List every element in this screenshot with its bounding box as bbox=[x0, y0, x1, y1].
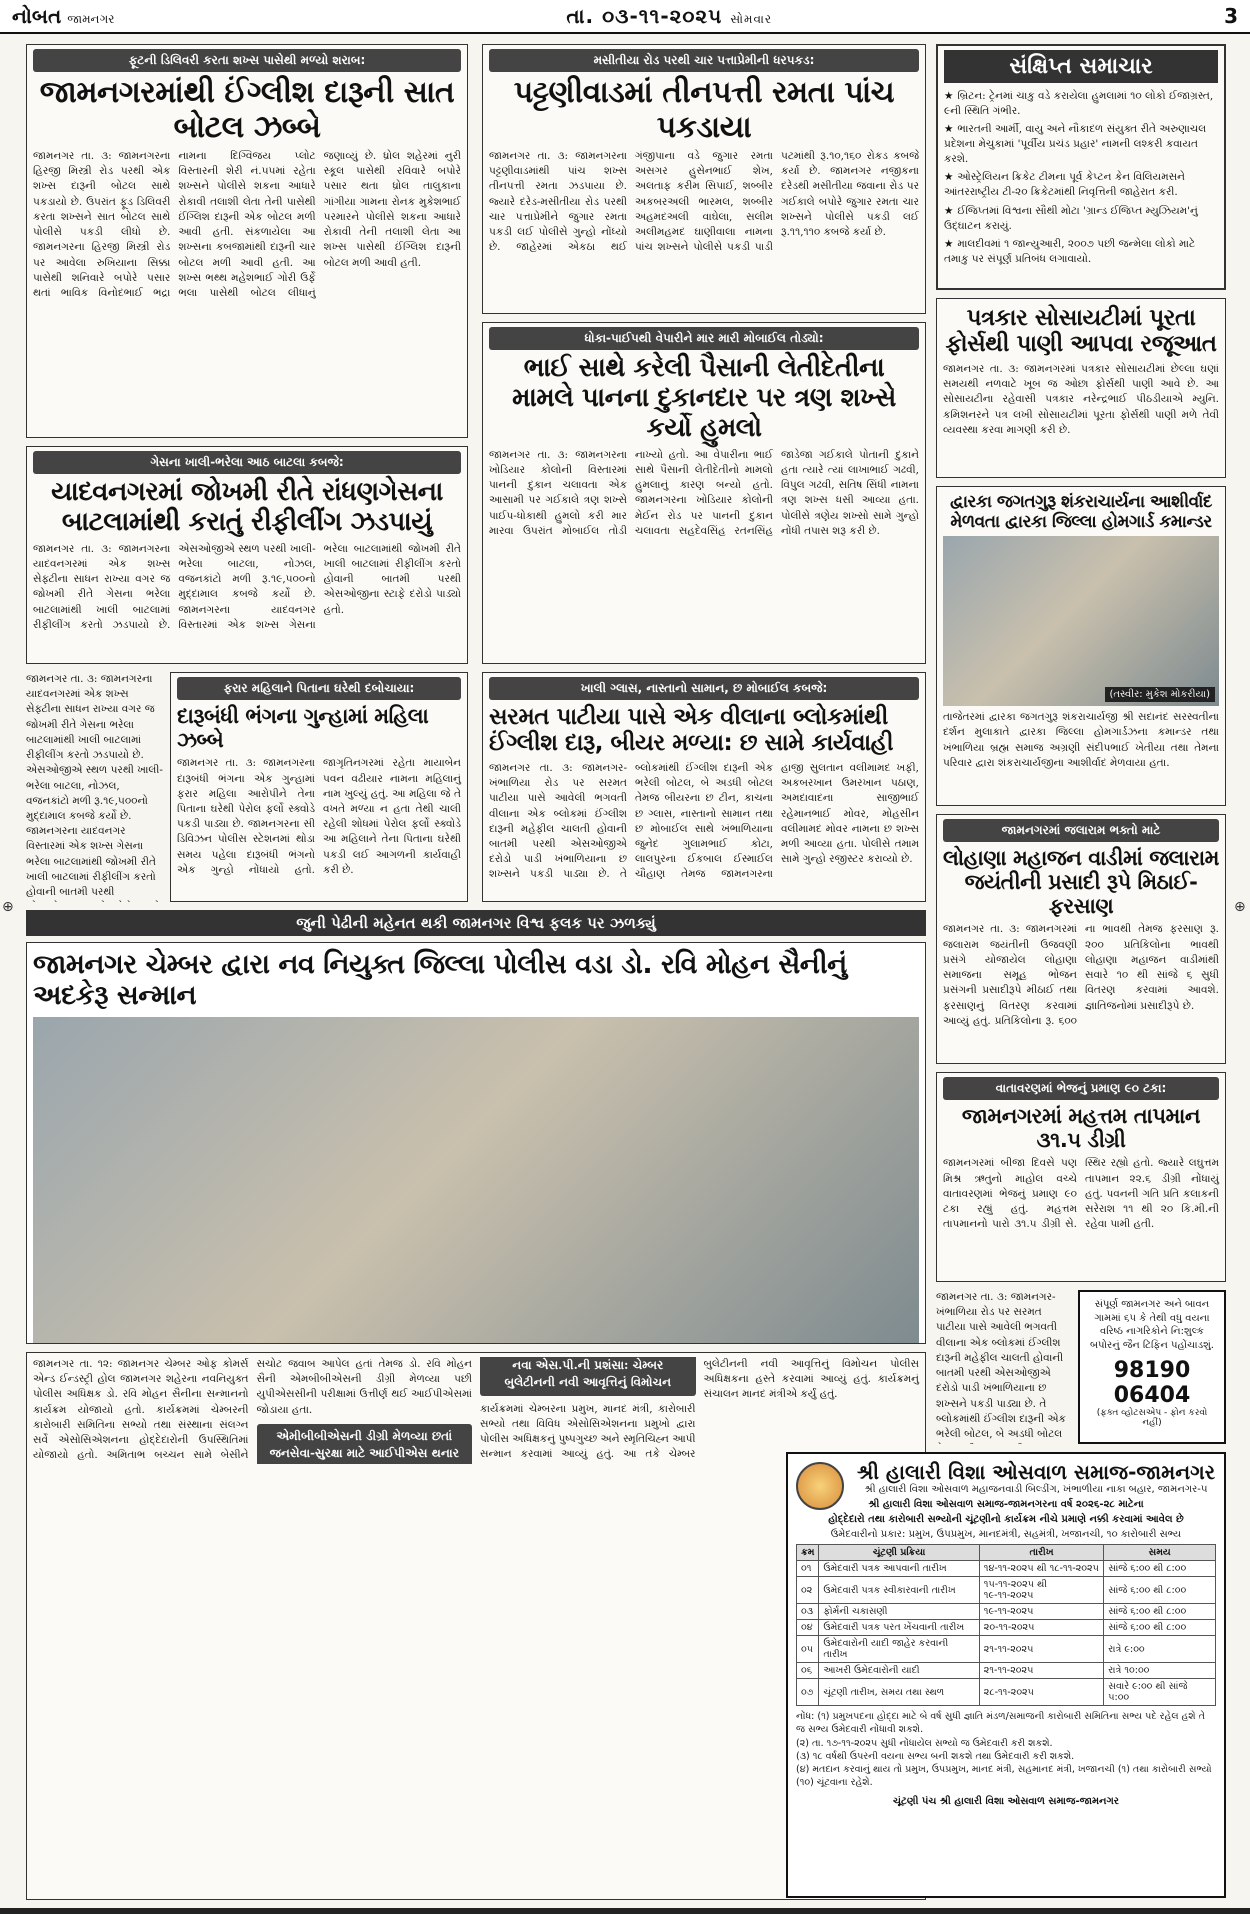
table-cell: ચૂંટણી તારીખ, સમય તથા સ્થળ bbox=[819, 1679, 979, 1706]
notice-subtitle: શ્રી હાલારી વિશા ઓસવાળ સમાજ-જામનગરના વર્ષ ૨૦૨૬-૨૮ માટેના bbox=[868, 1499, 1144, 1510]
table-cell: ઉમેદવારી પત્રક સ્વીકારવાની તારીખ bbox=[819, 1577, 979, 1604]
story-headline: જામનગરમાંથી ઈંગ્લીશ દારૂની સાત બોટલ ઝબ્બે bbox=[39, 75, 455, 145]
shankaracharya-photo bbox=[943, 536, 1219, 706]
table-row bbox=[797, 1577, 1216, 1604]
table-cell: ૦૫ bbox=[797, 1636, 819, 1663]
table-header-cell: સમય bbox=[1104, 1545, 1216, 1561]
samaj-emblem-icon bbox=[796, 1462, 844, 1510]
story-jalaram-prasad bbox=[936, 814, 1226, 1064]
ad-line: સંપૂર્ણ જામનગર અને બાવન bbox=[1094, 1299, 1210, 1310]
story-sub-strap: એમીબીબીએસની ડીગ્રી મેળવ્યા છતાં જનસેવા-સુરક્ષા માટે આઈપીએસ થનાર નવા એસ.પી.ની પ્રશંસા: ચેમ્બર બુલેટીનની નવી આવૃત્તિનું વિમોચન bbox=[257, 1357, 696, 1464]
story-strap: જામનગરમાં જલારામ ભક્તો માટે bbox=[943, 819, 1219, 842]
notice-notes bbox=[796, 1710, 1216, 1790]
story-gas-refilling bbox=[26, 446, 468, 664]
story-banner-strip: જુની પેઢીની મહેનત થકી જામનગર વિશ્વ ફલક પર ઝળક્યું bbox=[26, 910, 926, 936]
masthead bbox=[0, 0, 1250, 34]
story-tinpatti-five-caught bbox=[482, 44, 926, 314]
table-cell: ૦૧ bbox=[797, 1561, 819, 1577]
table-cell: ૧૯-૧૧-૨૦૨૫ bbox=[979, 1604, 1103, 1620]
summary-item: ★ માલદીવમાં ૧ જાન્યુઆરી, ૨૦૦૭ પછી જન્મેલા લોકો માટે તમાકુ પર સંપૂર્ણ પ્રતિબંધ લગાવાયો. bbox=[944, 237, 1218, 266]
table-cell: ઉમેદવારોની યાદી જાહેર કરવાની તારીખ bbox=[819, 1636, 979, 1663]
table-cell: ૦૪ bbox=[797, 1620, 819, 1636]
summary-item: ★ બ્રિટન: ટ્રેનમાં ચાકુ વડે કરાયેલા હુમલામાં ૧૦ લોકો ઈજાગ્રસ્ત, ૯ની સ્થિતિ ગંભીર. bbox=[944, 89, 1218, 118]
ad-phone: 98190 06404 bbox=[1113, 1358, 1191, 1408]
story-body: જામનગર તા. ૩: જામનગરના હિરજી મિસ્ત્રી રોડ પરથી એક શખ્સ દારૂની બોટલ સાથે પકડાયો છે. ઉપરાંત ફૂડ ડિલિવરી કરતા શખ્સને સાત બોટલ સાથે પોલીસે પકડી લીધો છે. જામનગરના હિરજી મિસ્ત્રી રોડ પર આવેલા રુખિયાના સિક્કા પાસેથી શનિવારે બપોરે પસાર થતાં ભાવિક વિનોદભાઈ ભદ્રા નામના દિગ્વિજય પ્લોટ વિસ્તારની શેરી નં.૫૫માં રહેતા શખ્સને પોલીસે શકના આધારે રોકાવી તલાશી લેતા તેની પાસેથી ઈંગ્લિશ દારૂની એક બોટલ મળી આવી હતી. સંકળાયેલા આ શખ્સના કબજામાંથી દારૂની ચાર બોટલ મળી આવી હતી. આ શખ્સ ભથ્થ મહેશભાઈ ગોરી ઉર્ફે ભલા પાસેથી બોટલ લીધાનું જણાવ્યું છે. ધ્રોલ શહેરમાં નુરી સ્કૂલ પાસેથી રવિવારે બપોરે પસાર થતા ધ્રોલ તાલુકાના ગાંગીયા ગામના રોનક મુકેશભાઈ પરમારને પોલીસે શકના આધારે રોકાવી તેની તલાશી લેતા આ શખ્સ પાસેથી ઈંગ્લિશ દારૂની બોટલ મળી આવી હતી. bbox=[33, 150, 461, 299]
notice-note: (૨) તા. ૧૭-૧૧-૨૦૨૫ સુધી નોંધાયેલ સભ્યો જ ઉમેદવારી કરી શકશે. bbox=[796, 1737, 1053, 1749]
story-body: જામનગર તા. ૩: જામનગરના યાદવનગરમાં એક શખ્સ સેફ્ટીના સાધન રાખ્યા વગર જ જોખમી રીતે ગેસના ભરેલા બાટલામાંથી ખાલી બાટલામાં રીફીલીંગ કરતો ઝડપાયો છે. એસઓજીએ સ્થળ પરથી ખાલી-ભરેલા બાટલા, નોઝલ, વજનકાંટો મળી રૂ.૧૯,૫૦૦નો મુદ્દામાલ કબજે કર્યો છે. જામનગરના યાદવનગર વિસ્તારમાં એક શખ્સ ગેસના ભરેલા બાટલામાંથી જોખમી રીતે ખાલી બાટલામાં રીફીલીંગ કરતો હોવાની બાતમી પરથી એસઓજીના સ્ટાફે દરોડો પાડ્યો હતો. bbox=[33, 542, 461, 631]
newspaper-logo bbox=[12, 4, 114, 28]
table-cell: ૦૬ bbox=[797, 1663, 819, 1679]
table-row bbox=[797, 1561, 1216, 1577]
story-strap: વાતાવરણમાં ભેજનું પ્રમાણ ૯૦ ટકા: bbox=[943, 1077, 1219, 1100]
story-strap: ફૂટની ડિલિવરી કરતા શખ્સ પાસેથી મળ્યો શરાબ: bbox=[33, 49, 461, 72]
table-cell: રાત્રે ૧૦:૦૦ bbox=[1104, 1663, 1216, 1679]
story-headline: ભાઈ સાથે કરેલી પૈસાની લેતીદેતીના મામલે પાનના દુકાનદાર પર ત્રણ શખ્સે કર્યો હુમલો bbox=[512, 353, 896, 443]
ad-line: ગામમાં ૬૫ કે તેથી વધુ વયના bbox=[1094, 1312, 1210, 1324]
notice-intro: હોદ્દેદારો તથા કારોબારી સભ્યોની ચૂંટણીનો કાર્યક્રમ નીચે પ્રમાણે નક્કી કરવામાં આવેલ છે bbox=[828, 1514, 1184, 1525]
table-cell: સવારે ૯:૦૦ થી સાંજે ૫:૦૦ bbox=[1104, 1679, 1216, 1706]
story-strap: મસીતીયા રોડ પરથી ચાર પત્તાપ્રેમીની ધરપકડ: bbox=[489, 49, 919, 72]
table-header-cell: ચૂંટણી પ્રક્રિયા bbox=[819, 1545, 979, 1561]
story-continuation-left: જામનગર તા. ૩: જામનગરના યાદવનગરમાં એક શખ્સ સેફ્ટીના સાધન રાખ્યા વગર જ જોખમી રીતે ગેસના ભરેલા બાટલામાંથી ખાલી બાટલામાં રીફીલીંગ કરતો ઝડપાયો છે. એસઓજીએ સ્થળ પરથી ખાલી-ભરેલા બાટલા, નોઝલ, વજનકાંટો મળી રૂ.૧૯,૫૦૦નો મુદ્દામાલ કબજે કર્યો છે. જામનગરના યાદવનગર વિસ્તારમાં એક શખ્સ ગેસના ભરેલા બાટલામાંથી જોખમી રીતે ખાલી બાટલામાં રીફીલીંગ કરતો હોવાની બાતમી પરથી bbox=[26, 673, 163, 899]
table-cell: સાંજે ૬:૦૦ થી ૮:૦૦ bbox=[1104, 1620, 1216, 1636]
story-body: જામનગર તા. ૩: જામનગરમાં પત્રકાર સોસાયટીમાં છેલ્લા ઘણાં સમયથી નળવાટે ખૂબ જ ઓછા ફોર્સથી પાણી આવે છે. આ સોસાયટીના રહેવાસી પત્રકાર નરેન્દ્રભાઈ પીઠડીયાએ મ્યુનિ. કમિશનરને પત્ર લખી સોસાયટીમાં પૂરતા ફોર્સથી પાણી મળે તેવી વ્યવસ્થા કરવા માગણી કરી છે. bbox=[943, 362, 1219, 436]
story-temperature bbox=[936, 1072, 1226, 1282]
table-cell: ફોર્મની ચકાસણી bbox=[819, 1604, 979, 1620]
news-summary-box bbox=[936, 44, 1226, 290]
tiffin-service-ad bbox=[1078, 1290, 1226, 1444]
table-row bbox=[797, 1604, 1216, 1620]
ad-line: બપોરનું જૈન ટિફિન પહોંચાડશું. bbox=[1090, 1339, 1214, 1351]
story-body: જામનગર તા. ૩: જામનગરમાં જલારામ જયંતીની ઉજવણી પ્રસંગે યોજાયેલ લોહાણા સમાજના સમૂહ ભોજન પ્રસંગની પ્રસાદીરૂપે મીઠાઈ તથા ફરસાણનું વિતરણ કરવામાં આવ્યું હતું. પ્રતિકિલોના રૂ. ૬૦૦ ના ભાવથી તેમજ ફરસાણ રૂ. ૨૦૦ પ્રતિકિલોના ભાવથી લોહાણા મહાજન વાડીમાંથી સવારે ૧૦ થી સાંજે ૬ સુધી વિતરણ કરવામાં આવશે. જ્ઞાતિજનોમાં પ્રસાદીરૂપે છે. bbox=[943, 923, 1219, 1027]
story-pan-shop-attack bbox=[482, 322, 926, 664]
table-cell: ૦૩ bbox=[797, 1604, 819, 1620]
story-headline: દારૂબંધી ભંગના ગુન્હામાં મહિલા ઝબ્બે bbox=[177, 704, 429, 753]
table-cell: સાંજે ૬:૦૦ થી ૮:૦૦ bbox=[1104, 1561, 1216, 1577]
table-header-row bbox=[797, 1545, 1216, 1561]
story-headline: જામનગરમાં મહત્તમ તાપમાન ૩૧.૫ ડીગ્રી bbox=[961, 1104, 1201, 1153]
story-liquor-seven-bottles bbox=[26, 44, 468, 438]
story-headline: દ્વારકા જગતગુરૂ શંકરાચાર્યના આશીર્વાદ મેળવતા દ્વારકા જિલ્લા હોમગાર્ડ કમાન્ડર bbox=[950, 492, 1212, 532]
story-headline: લોહાણા મહાજન વાડીમાં જલારામ જયંતીની પ્રસાદી રૂપે મિઠાઈ-ફરસાણ bbox=[943, 846, 1219, 919]
table-cell: ૨૮-૧૧-૨૦૨૫ bbox=[979, 1679, 1103, 1706]
story-strap: ગેસના ખાલી-ભરેલા આઠ બાટલા કબજે: bbox=[33, 451, 461, 474]
story-body: જામનગર તા. ૩: જામનગરના ખોડિયાર કોલોની વિસ્તારમાં પાનની દુકાન ચલાવતા એક આસામી પર ગઈકાલે ત્રણ શખ્સે પાઈપ-ધોકાથી હુમલો કરી માર મારવા ઉપરાંત મોબાઈલ તોડી નાખ્યો હતો. આ વેપારીના ભાઈ સાથે પૈસાની લેતીદેતીનો મામલો હુમલાનું કારણ બન્યો હતો. જામનગરના ખોડિયાર કોલોની મેઈન રોડ પર પાનની દુકાન ચલાવતા સહદેવસિંહ રતનસિંહ જાડેજા ગઈકાલે પોતાની દુકાને હતા ત્યારે ત્યાં લાખાભાઈ ગઢવી, વિપુલ ગઢવી, સતિષ સિંધી નામના ત્રણ શખ્સ ધસી આવ્યા હતા. પોલીસે ત્રણેય શખ્સો સામે ગુન્હો નોંધી તપાસ શરૂ કરી છે. bbox=[489, 448, 919, 537]
table-cell: સાંજે ૬:૦૦ થી ૮:૦૦ bbox=[1104, 1577, 1216, 1604]
table-cell: ૨૦-૧૧-૨૦૨૫ bbox=[979, 1620, 1103, 1636]
issue-date bbox=[566, 4, 772, 28]
notice-footer: ચૂંટણી પંચ શ્રી હાલારી વિશા ઓસવાળ સમાજ-જામનગર bbox=[893, 1795, 1119, 1807]
notice-title: શ્રી હાલારી વિશા ઓસવાળ સમાજ-જામનગર bbox=[856, 1460, 1216, 1484]
table-cell: આખરી ઉમેદવારોની યાદી bbox=[819, 1663, 979, 1679]
table-cell: સાંજે ૬:૦૦ થી ૮:૦૦ bbox=[1104, 1604, 1216, 1620]
story-body: જામનગર તા. ૩: જામનગરના પટ્ટણીવાડમાંથી પાંચ શખ્સ તીનપત્તી રમતા ઝડપાયા છે. જ્યારે દરેડ-મસીતીયા રોડ પરથી ચાર પત્તાપ્રેમીને જુગાર રમતા પકડી લઈ પોલીસે ગુન્હો નોંધ્યો છે. જાહેરમાં એકઠા થઈ ગંજીપાના વડે જુગાર રમતા અસગર હુસેનભાઈ શેખ, અલતાફ કરીમ સિપાઈ, શબ્બીર અકબરઅલી ભારમલ, શબ્બીર અહમદઅલી વાઘેલા, સલીમ અલીમહમદ ઘાણીવાલા નામના પાંચ શખ્સને પોલીસે પકડી પાડી પટમાંથી રૂ.૧૦,૧૬૦ રોકડ કબજે કર્યા છે. જામનગર નજીકના દરેડથી મસીતીયા જવાના રોડ પર ગઈકાલે બપોરે જુગાર રમતા ચાર શખ્સને પોલીસે પકડી લઈ રૂ.૧૧,૧૧૦ કબજે કર્યા છે. bbox=[489, 150, 919, 254]
registration-mark-icon: ⊕ bbox=[2, 899, 14, 915]
logo-text: નોબત bbox=[12, 4, 62, 28]
table-row bbox=[797, 1620, 1216, 1636]
story-woman-arrested bbox=[170, 672, 468, 902]
table-header-cell: તારીખ bbox=[979, 1545, 1103, 1561]
table-row bbox=[797, 1636, 1216, 1663]
edition-city: જામનગર bbox=[67, 12, 115, 26]
story-continuation-right: જામનગર તા. ૩: જામનગર-ખંભાળિયા રોડ પર સરમત પાટીયા પાસે આવેલી ભગવતી વીલાના એક બ્લોકમાં ઈંગ્લીશ દારૂની મહેફીલ ચાલતી હોવાની બાતમી પરથી એસઓજીએ દરોડો પાડી ખંભાળિયાના છ શખ્સને પકડી પાડ્યા છે. તે બ્લોકમાંથી ઈંગ્લીશ દારૂની એક ભરેલી બોટલ, બે અડધી બોટલ bbox=[936, 1291, 1066, 1440]
story-water-pressure bbox=[936, 298, 1226, 478]
notice-positions: ઉમેદવારીનો પ્રકાર: પ્રમુખ, ઉપપ્રમુખ, માનદમંત્રી, સહમંત્રી, ખજાનચી, ૧૦ કારોબારી સભ્ય bbox=[830, 1529, 1182, 1540]
summary-title: સંક્ષિપ્ત સમાચાર bbox=[944, 50, 1218, 83]
summary-item: ★ ભારતની આર્મી, વાયુ અને નૌકાદળ સંયુક્ત રીતે અરુણાચલ પ્રદેશના મેચુકામાં 'પૂર્વીય પ્રચંડ પ્રહાર' નામની લશ્કરી કવાયત કરશે. bbox=[944, 122, 1218, 166]
table-cell: ૨૧-૧૧-૨૦૨૫ bbox=[979, 1636, 1103, 1663]
table-cell: ઉમેદવારી પત્રક આપવાની તારીખ bbox=[819, 1561, 979, 1577]
table-cell: ૧૪-૧૧-૨૦૨૫ થી ૧૮-૧૧-૨૦૨૫ bbox=[979, 1561, 1103, 1577]
notice-note: (૩) ૧૮ વર્ષથી ઉપરની વયના સભ્ય બની શકશે તથા ઉમેદવારી કરી શકશે. bbox=[796, 1750, 1075, 1762]
notice-note: (૪) મતદાન કરવાનું થાય તો પ્રમુખ, ઉપપ્રમુખ, માનદ મંત્રી, સહમાનદ મંત્રી, ખજાનચી (૧) તથા કારોબારી સભ્યો (૧૦) ચૂંટવાના રહેશે. bbox=[796, 1764, 1212, 1789]
date-text: તા. ૦૩-૧૧-૨૦૨૫ bbox=[566, 4, 723, 28]
story-body: જામનગર તા. ૩: જામનગરના દારૂબંધી ભંગના એક ગુન્હામાં ફરાર મહિલા આરોપીને તેના પિતાના ઘરેથી પેરોલ ફર્લો સ્ક્વોડે પકડી પાડ્યા છે. જામનગરના સી ડિવિઝન પોલીસ સ્ટેશનમાં થોડા સમય પહેલા દારૂબંધી ભંગનો એક ગુન્હો નોંધાયો હતો. જાગૃતિનગરમાં રહેતા માયાબેન પવન વઢીયાર નામના મહિલાનું નામ ખુલ્યું હતું. આ મહિલા જે તે વખતે મળ્યા ન હતા તેથી ચાલી રહેલી શોધમાં પેરોલ ફર્લો સ્ક્વોડે આ મહિલાને તેના પિતાના ઘરેથી પકડી લઈ આગળની કાર્યવાહી કરી છે. bbox=[177, 757, 461, 876]
story-strap: ફરાર મહિલાને પિતાના ઘરેથી દબોચાયા: bbox=[177, 677, 461, 700]
chamber-event-photo-collage bbox=[33, 1017, 919, 1344]
story-body-part1: જામનગર તા. ૧૨: જામનગર ચેમ્બર ઓફ કોમર્સ એન્ડ ઈન્ડસ્ટ્રી હોલ જામનગર શહેરના નવનિયુક્ત પોલીસ અધિક્ષક ડો. રવિ મોહન સૈનીના સન્માનનો કાર્યક્રમ યોજાયો હતો. કાર્યક્રમમાં ચેમ્બરની કારોબારી સમિતિના સભ્યો તથા સંસ્થાના સંલગ્ન સર્વે એસોસિએશનના હોદ્દેદારોની ઉપસ્થિતિમાં યોજાયો હતો. અમિતાભ બચ્ચન સામે બેસીને સચોટ જવાબ આપેલ હતાં તેમજ ડો. રવિ મોહન સૈની એમબીબીએસની ડીગ્રી મેળવ્યા પછી યુપીએસસીની પરીક્ષામાં ઉત્તીર્ણ થઈ આઈપીએસમાં જોડાયા હતા. bbox=[33, 1358, 472, 1462]
samaj-election-notice bbox=[786, 1452, 1226, 1898]
story-headline: પટ્ટણીવાડમાં તીનપત્તી રમતા પાંચ પકડાયા bbox=[513, 75, 895, 145]
story-body-part2: કાર્યક્રમમાં ચેમ્બરના પ્રમુખ, માનદ મંત્રી, કારોબારી સભ્યો તથા વિવિધ એસોસિએશનના પ્રમુખો દ્વારા પોલીસ અધિક્ષકનું પુષ્પગુચ્છ અને સ્મૃતિચિહ્ન આપી સન્માન કરવામાં આવ્યું હતું. આ તકે ચેમ્બર બુલેટીનની નવી આવૃત્તિનું વિમોચન પોલીસ અધિક્ષકના હસ્તે કરવામાં આવ્યું હતું. કાર્યક્રમનું સંચાલન માનદ મંત્રીએ કર્યું હતું. bbox=[480, 1358, 919, 1461]
weekday-text: સોમવાર bbox=[730, 12, 773, 26]
table-row bbox=[797, 1663, 1216, 1679]
summary-list bbox=[944, 89, 1218, 267]
table-cell: રાત્રે ૯:૦૦ bbox=[1104, 1636, 1216, 1663]
election-schedule-table bbox=[796, 1544, 1216, 1706]
story-chamber-honours-sp bbox=[26, 942, 926, 1344]
story-headline: જામનગર ચેમ્બર દ્વારા નવ નિયુક્ત જિલ્લા પોલીસ વડા ડો. રવિ મોહન સૈનીનું અદકેરૂ સન્માન bbox=[33, 949, 847, 1012]
registration-mark-icon: ⊕ bbox=[1234, 899, 1246, 915]
story-shankaracharya-blessing bbox=[936, 486, 1226, 806]
page-number: 3 bbox=[1224, 4, 1238, 28]
notice-address: શ્રી હાલારી વિશા ઓસવાળ મહાજનવાડી બિલ્ડીંગ, ખંભાળીયા નાકા બહાર, જામનગર-૫ bbox=[864, 1484, 1208, 1495]
story-strap: ખાલી ગ્લાસ, નાસ્તાનો સામાન, છ મોબાઈલ કબજે: bbox=[489, 677, 919, 700]
ad-line: વરિષ્ઠ નાગરિકોને નિ:શુલ્ક bbox=[1100, 1326, 1204, 1337]
story-headline: સરમત પાટીયા પાસે એક વીલાના બ્લોકમાંથી ઈંગ્લીશ દારૂ, બીયર મળ્યા: છ સામે કાર્યવાહી bbox=[489, 704, 894, 757]
story-body: તાજેતરમાં દ્વારકા જગતગુરૂ શંકરાચાર્યજી શ્રી સદાનંદ સરસ્વતીના દર્શન મુલાકાતે દ્વારકા જિલ્લા હોમગાર્ડઝના કમાન્ડર તથા ખંભાળિયા બ્રહ્મ સમાજ અગ્રણી સંદીપભાઈ ખેતીયા તથા તેમના પરિવાર દ્વારા શંકરાચાર્યજીના આશીર્વાદ મેળવાયા હતા. bbox=[943, 711, 1219, 769]
ad-note: (ફક્ત વ્હોટસએપ - ફોન કરવો નહીં) bbox=[1096, 1408, 1208, 1428]
story-headline: પત્રકાર સોસાયટીમાં પૂરતા ફોર્સથી પાણી આપવા રજૂઆત bbox=[945, 305, 1217, 358]
table-cell: ૨૧-૧૧-૨૦૨૫ bbox=[979, 1663, 1103, 1679]
summary-item: ★ ઈજિપ્તમાં વિશ્વના સૌથી મોટા 'ગ્રાન્ડ ઈજિપ્ત મ્યુઝિયમ'નું ઉદ્ઘાટન કરાયું. bbox=[944, 204, 1218, 233]
story-body: જામનગરમાં બીજા દિવસે પણ મિશ્ર ઋતુનો માહોલ વચ્ચે વાતાવરણમાં ભેજનું પ્રમાણ ૯૦ ટકા રહ્યું હતું. મહત્તમ તાપમાનનો પારો ૩૧.૫ ડીગ્રી સે. સ્થિર રહ્યો હતો. જ્યારે લઘુત્તમ તાપમાન ૨૨.૬ ડીગ્રી નોંધાયું હતું. પવનની ગતિ પ્રતિ કલાકની સરેરાશ ૧૧ થી ૨૦ કિ.મી.ની રહેવા પામી હતી. bbox=[943, 1157, 1219, 1231]
page-bottom-rule bbox=[0, 1908, 1250, 1914]
story-sarmat-liquor-villa bbox=[482, 672, 926, 902]
table-cell: ૦૨ bbox=[797, 1577, 819, 1604]
story-body: જામનગર તા. ૩: જામનગર-ખંભાળિયા રોડ પર સરમત પાટીયા પાસે આવેલી ભગવતી વીલાના એક બ્લોકમાં ઈંગ્લીશ દારૂની મહેફીલ ચાલતી હોવાની બાતમી પરથી એસઓજીએ દરોડો પાડી ખંભાળિયાના છ શખ્સને પકડી પાડ્યા છે. તે બ્લોકમાંથી ઈંગ્લીશ દારૂની એક ભરેલી બોટલ, બે અડધી બોટલ તેમજ બીયરના છ ટીન, કાચના છ ગ્લાસ, નાસ્તાનો સામાન તથા છ મોબાઈલ સાથે ખંભાળિયાના જુનેદ ગુલામભાઈ કોટા, લાલપુરના ઈકબાલ ઈસ્માઈલ ચૌહાણ તેમજ જામનગરના હાજી સુલતાન વલીમામદ ખફી, અકબરખાન ઉમરખાન પઠાણ, અમદાવાદના સાજીભાઈ રહેમાનભાઈ મોવર, મોહસીન વલીમામદ મોવર નામના છ શખ્સ મળી આવ્યા હતા. પોલીસે તમામ સામે ગુન્હો રજીસ્ટર કરાવ્યો છે. bbox=[489, 761, 919, 881]
table-header-cell: ક્રમ bbox=[797, 1545, 819, 1561]
story-strap: ધોકા-પાઈપથી વેપારીને માર મારી મોબાઈલ તોડ્યો: bbox=[489, 327, 919, 350]
table-row bbox=[797, 1679, 1216, 1706]
story-headline: યાદવનગરમાં જોખમી રીતે રાંધણગેસના બાટલામાંથી કરાતું રીફીલીંગ ઝડપાયું bbox=[51, 477, 443, 537]
table-cell: ૦૭ bbox=[797, 1679, 819, 1706]
notice-note: નોંધ: (૧) પ્રમુખપદના હોદ્દા માટે બે વર્ષ સુધી જ્ઞાતિ મંડળ/સમાજની કારોબારી સમિતિના સભ્ય પદે રહેલ હશે તે જ સભ્ય ઉમેદવારી નોંધાવી શકશે. bbox=[796, 1711, 1205, 1736]
summary-item: ★ ઓસ્ટ્રેલિયન ક્રિકેટ ટીમના પૂર્વ કેપ્ટન કેન વિલિયમસને આંતરરાષ્ટ્રીય ટી-૨૦ ક્રિકેટમાંથી નિવૃત્તિની જાહેરાત કરી. bbox=[944, 170, 1218, 199]
photo-caption: (તસ્વીર: મુકેશ મોકરીયા) bbox=[1105, 687, 1216, 702]
table-cell: ૧૫-૧૧-૨૦૨૫ થી ૧૯-૧૧-૨૦૨૫ bbox=[979, 1577, 1103, 1604]
table-cell: ઉમેદવારી પત્રક પરત ખેંચવાની તારીખ bbox=[819, 1620, 979, 1636]
